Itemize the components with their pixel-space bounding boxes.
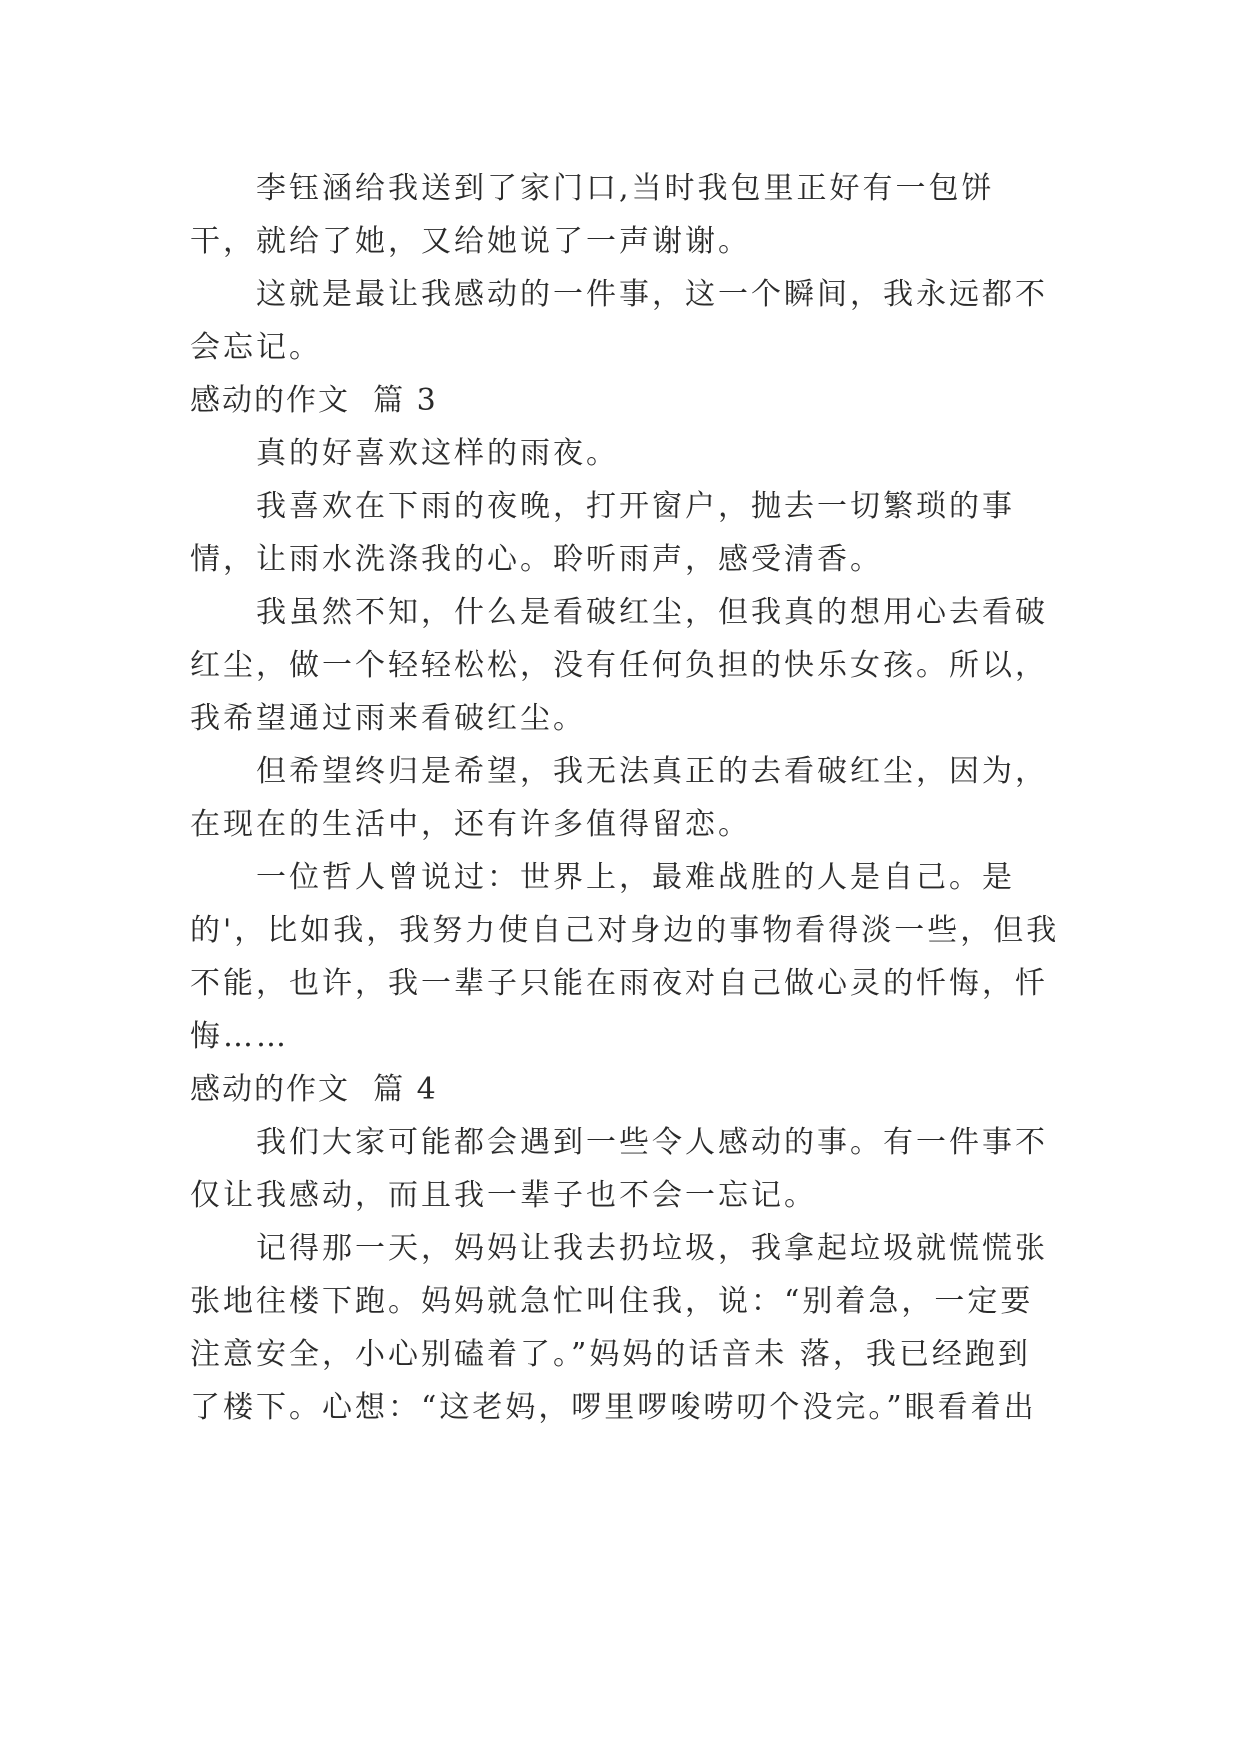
paragraph: 我虽然不知，什么是看破红尘，但我真的想用心去看破红尘，做一个轻轻松松，没有任何负担的快乐女孩。所以，我希望通过雨来看破红尘。 [190, 595, 1048, 736]
document-body [190, 162, 1060, 1434]
paragraph: 一位哲人曾说过：世界上，最难战胜的人是自己。是的'，比如我，我努力使自己对身边的事物看得淡一些，但我不能，也许，我一辈子只能在雨夜对自己做心灵的忏悔，忏悔…… [190, 860, 1060, 1054]
section-heading: 感动的作文 篇 3 [190, 383, 438, 418]
section-heading: 感动的作文 篇 4 [190, 1072, 438, 1107]
paragraph: 真的好喜欢这样的雨夜。 [256, 436, 619, 471]
paragraph: 记得那一天，妈妈让我去扔垃圾，我拿起垃圾就慌慌张张地往楼下跑。妈妈就急忙叫住我，说：“别着急，一定要注意安全，小心别磕着了。”妈妈的话音未 落，我已经跑到了楼下。心想：“这老妈，啰里啰唆唠叨个没完。”眼看着出 [190, 1231, 1048, 1425]
paragraph: 我们大家可能都会遇到一些令人感动的事。有一件事不仅让我感动，而且我一辈子也不会一忘记。 [190, 1125, 1048, 1213]
paragraph: 李钰涵给我送到了家门口,当时我包里正好有一包饼干，就给了她，又给她说了一声谢谢。 [190, 171, 995, 259]
paragraph: 我喜欢在下雨的夜晚，打开窗户，抛去一切繁琐的事情，让雨水洗涤我的心。聆听雨声，感受清香。 [190, 489, 1015, 577]
paragraph: 这就是最让我感动的一件事，这一个瞬间，我永远都不会忘记。 [190, 277, 1048, 365]
paragraph: 但希望终归是希望，我无法真正的去看破红尘，因为，在现在的生活中，还有许多值得留恋。 [190, 754, 1048, 842]
